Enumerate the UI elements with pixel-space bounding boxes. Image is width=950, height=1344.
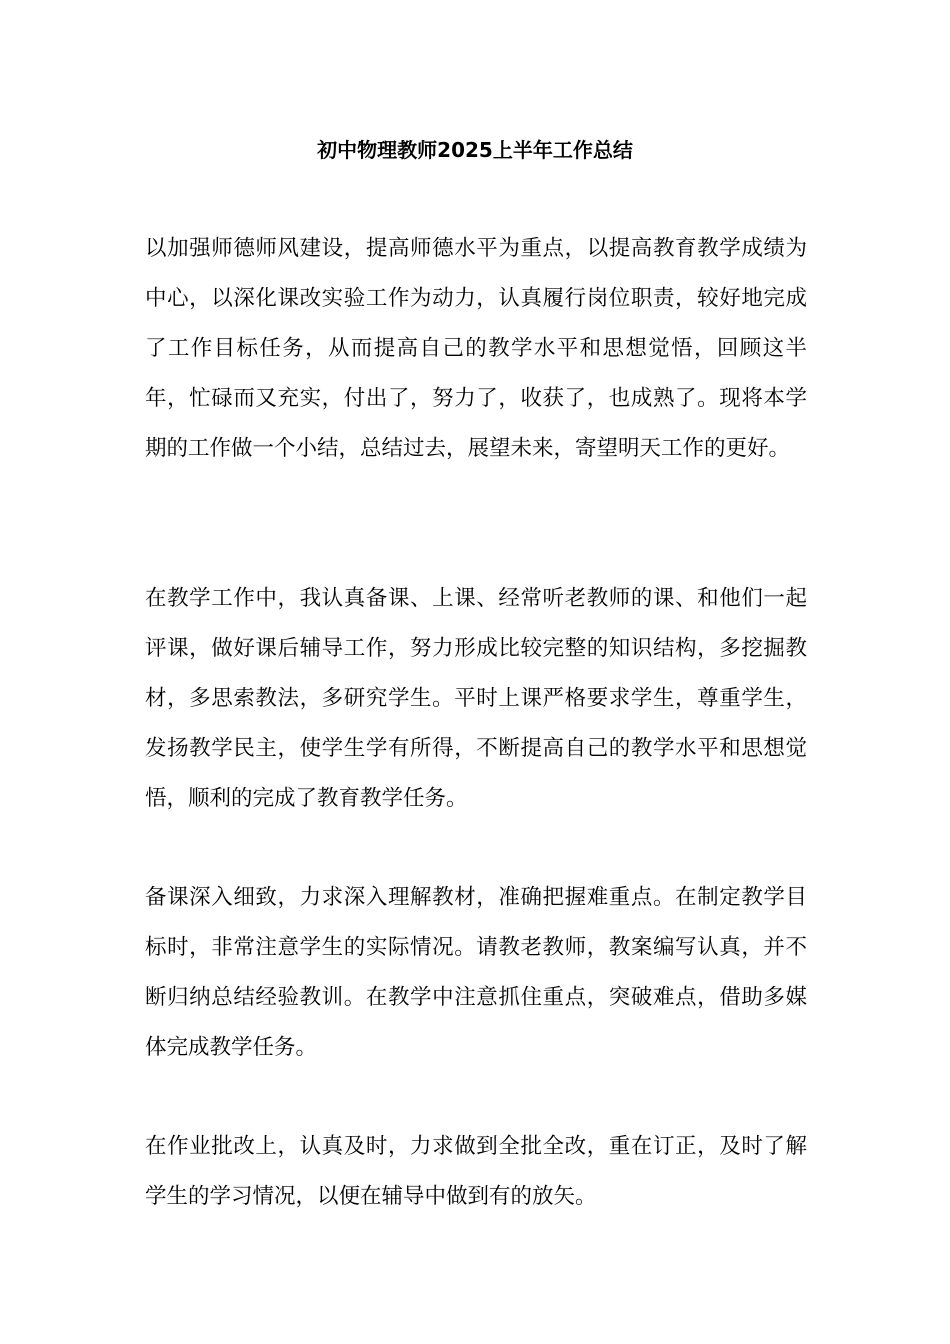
paragraph-2: 在教学工作中，我认真备课、上课、经常听老教师的课、和他们一起评课，做好课后辅导工作，努力形成比较完整的知识结构，多挖掘教材，多思索教法，多研究学生。平时上课严格要求学生，尊重学生，发扬教学民主，使学生学有所得，不断提高自己的教学水平和思想觉悟，顺利的完成了教育教学任务。 bbox=[145, 586, 807, 811]
paragraph-4: 在作业批改上，认真及时，力求做到全批全改，重在订正，及时了解学生的学习情况，以便在辅导中做到有的放矢。 bbox=[145, 1134, 807, 1209]
paragraph-3: 备课深入细致，力求深入理解教材，准确把握难重点。在制定教学目标时，非常注意学生的实际情况。请教老教师，教案编写认真，并不断归纳总结经验教训。在教学中注意抓住重点，突破难点，借助多媒体完成教学任务。 bbox=[145, 885, 807, 1060]
paragraph-1: 以加强师德师风建设，提高师德水平为重点，以提高教育教学成绩为中心，以深化课改实验工作为动力，认真履行岗位职责，较好地完成了工作目标任务，从而提高自己的教学水平和思想觉悟，回顾这半年，忙碌而又充实，付出了，努力了，收获了，也成熟了。现将本学期的工作做一个小结，总结过去，展望未来，寄望明天工作的更好。 bbox=[145, 236, 807, 461]
document-title: 初中物理教师2025上半年工作总结 bbox=[317, 138, 633, 162]
